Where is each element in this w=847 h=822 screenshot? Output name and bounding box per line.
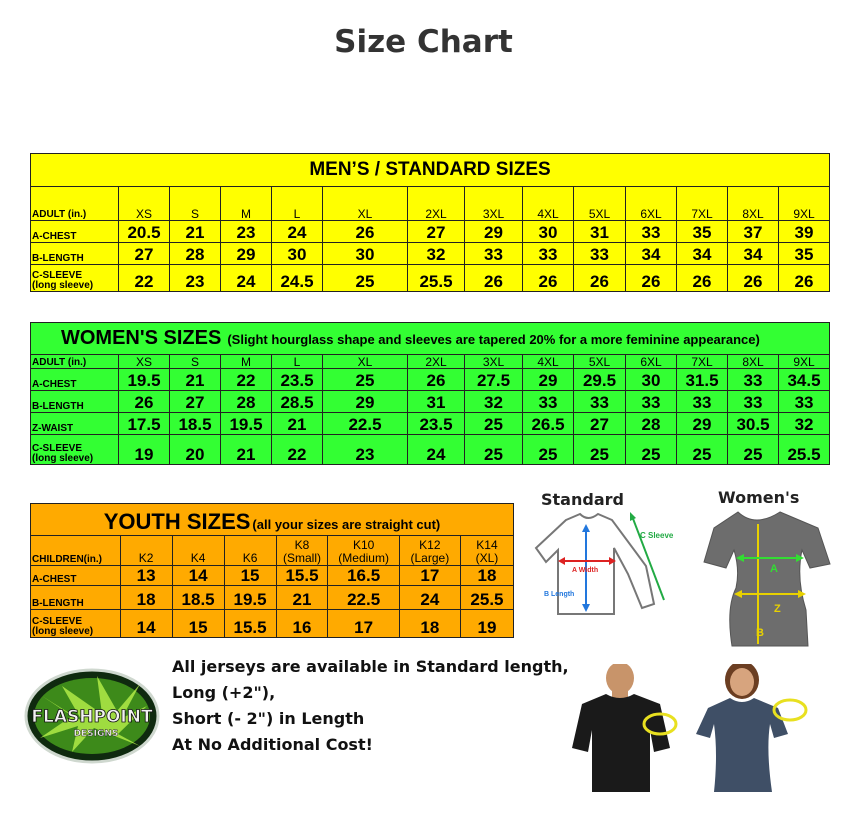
table-cell: 14 xyxy=(120,610,172,638)
table-cell: 25 xyxy=(465,413,523,435)
size-header: XL xyxy=(323,355,408,369)
table-cell: 21 xyxy=(170,221,221,243)
table-cell: 33 xyxy=(574,391,626,413)
size-header: 3XL xyxy=(465,355,523,369)
youth-table-heading: YOUTH SIZES (all your sizes are straight cut) xyxy=(31,504,514,536)
table-cell: 25 xyxy=(323,265,408,292)
size-header: M xyxy=(221,355,272,369)
table-cell: 16.5 xyxy=(328,566,399,586)
standard-shirt-icon xyxy=(528,488,698,620)
size-header: XS xyxy=(119,355,170,369)
row-label: B-LENGTH xyxy=(31,586,121,610)
size-header: 9XL xyxy=(779,187,830,221)
table-cell: 22.5 xyxy=(323,413,408,435)
womens-a-label: A xyxy=(770,563,778,575)
table-cell: 17.5 xyxy=(119,413,170,435)
size-header: XL xyxy=(323,187,408,221)
table-cell: 18.5 xyxy=(170,413,221,435)
youth-size-label: CHILDREN(in.) xyxy=(31,536,121,566)
table-cell: 23.5 xyxy=(408,413,465,435)
table-cell: 21 xyxy=(221,435,272,465)
size-header: XS xyxy=(119,187,170,221)
table-cell: 25 xyxy=(323,369,408,391)
table-cell: 29.5 xyxy=(574,369,626,391)
table-cell: 15 xyxy=(172,610,224,638)
table-cell: 25.5 xyxy=(408,265,465,292)
row-label: A-CHEST xyxy=(31,566,121,586)
logo-text-line2: DESIGNS xyxy=(73,729,119,739)
youth-table-note: (all your sizes are straight cut) xyxy=(252,517,441,532)
table-cell: 26 xyxy=(465,265,523,292)
mens-table-heading: MEN’S / STANDARD SIZES xyxy=(31,154,830,187)
table-cell: 19 xyxy=(460,610,513,638)
female-model-image xyxy=(690,664,820,792)
size-header: 5XL xyxy=(574,355,626,369)
table-cell: 21 xyxy=(170,369,221,391)
flashpoint-logo-icon xyxy=(22,666,162,766)
table-cell: 28 xyxy=(626,413,677,435)
row-label: Z-WAIST xyxy=(31,413,119,435)
size-header: S xyxy=(170,355,221,369)
table-cell: 23 xyxy=(170,265,221,292)
table-cell: 31 xyxy=(408,391,465,413)
row-label: B-LENGTH xyxy=(31,243,119,265)
womens-table-heading: WOMEN'S SIZES (Slight hourglass shape and sleeves are tapered 20% for a more feminine appearance) xyxy=(31,323,830,355)
table-cell: 30 xyxy=(626,369,677,391)
womens-table-note: (Slight hourglass shape and sleeves are tapered 20% for a more feminine appearance) xyxy=(227,332,760,347)
table-cell: 17 xyxy=(399,566,460,586)
table-cell: 18 xyxy=(399,610,460,638)
table-cell: 27 xyxy=(170,391,221,413)
table-cell: 15 xyxy=(224,566,276,586)
womens-shirt-icon xyxy=(700,488,840,648)
row-label: C-SLEEVE (long sleeve) xyxy=(31,435,119,465)
table-cell: 31 xyxy=(574,221,626,243)
table-cell: 32 xyxy=(408,243,465,265)
table-cell: 19.5 xyxy=(224,586,276,610)
table-row xyxy=(31,265,830,292)
table-row xyxy=(31,369,830,391)
table-cell: 18 xyxy=(460,566,513,586)
size-header: 8XL xyxy=(728,187,779,221)
youth-size-table xyxy=(30,503,514,638)
table-cell: 20 xyxy=(170,435,221,465)
mens-size-label: ADULT (in.) xyxy=(31,187,119,221)
length-callout xyxy=(172,654,569,758)
callout-line: Short (- 2") in Length xyxy=(172,709,365,728)
table-cell: 18.5 xyxy=(172,586,224,610)
page-title: Size Chart xyxy=(334,24,513,60)
size-header: L xyxy=(272,187,323,221)
table-cell: 33 xyxy=(574,243,626,265)
size-header: 4XL xyxy=(523,355,574,369)
table-cell: 35 xyxy=(677,221,728,243)
table-cell: 26 xyxy=(677,265,728,292)
callout-line: All jerseys are available in Standard length, xyxy=(172,657,569,676)
row-label: B-LENGTH xyxy=(31,391,119,413)
standard-shirt-diagram xyxy=(528,488,698,618)
table-cell: 29 xyxy=(323,391,408,413)
table-cell: 22 xyxy=(221,369,272,391)
callout-line: At No Additional Cost! xyxy=(172,735,373,754)
table-row xyxy=(31,435,830,465)
size-header: K10 (Medium) xyxy=(328,536,399,566)
b-length-label: B Length xyxy=(544,591,575,598)
table-cell: 32 xyxy=(779,413,830,435)
table-cell: 29 xyxy=(465,221,523,243)
logo-text-line1: FLASHPOINT xyxy=(31,707,153,727)
table-cell: 33 xyxy=(626,391,677,413)
table-cell: 30 xyxy=(272,243,323,265)
table-cell: 25.5 xyxy=(779,435,830,465)
size-header: S xyxy=(170,187,221,221)
size-header: L xyxy=(272,355,323,369)
table-cell: 25 xyxy=(574,435,626,465)
womens-z-label: Z xyxy=(774,603,781,615)
table-cell: 25.5 xyxy=(460,586,513,610)
size-header: 6XL xyxy=(626,355,677,369)
table-cell: 33 xyxy=(523,391,574,413)
table-cell: 30 xyxy=(523,221,574,243)
youth-size-row xyxy=(31,536,514,566)
table-cell: 29 xyxy=(677,413,728,435)
table-cell: 28 xyxy=(170,243,221,265)
table-cell: 23.5 xyxy=(272,369,323,391)
table-cell: 21 xyxy=(276,586,328,610)
female-model-photo xyxy=(690,664,820,792)
table-row xyxy=(31,566,514,586)
table-cell: 19 xyxy=(119,435,170,465)
male-model-photo xyxy=(562,664,682,792)
table-cell: 27.5 xyxy=(465,369,523,391)
table-cell: 33 xyxy=(728,391,779,413)
table-cell: 23 xyxy=(221,221,272,243)
table-cell: 14 xyxy=(172,566,224,586)
table-cell: 25 xyxy=(523,435,574,465)
table-cell: 33 xyxy=(465,243,523,265)
row-label: C-SLEEVE (long sleeve) xyxy=(31,265,119,292)
c-sleeve-label: C Sleeve xyxy=(640,531,674,540)
table-cell: 27 xyxy=(574,413,626,435)
table-cell: 28.5 xyxy=(272,391,323,413)
size-header: 3XL xyxy=(465,187,523,221)
table-cell: 29 xyxy=(523,369,574,391)
table-cell: 26.5 xyxy=(523,413,574,435)
table-cell: 26 xyxy=(119,391,170,413)
size-header: 2XL xyxy=(408,187,465,221)
a-width-label: A Width xyxy=(572,567,599,574)
table-cell: 15.5 xyxy=(276,566,328,586)
size-header: 5XL xyxy=(574,187,626,221)
size-header: K6 xyxy=(224,536,276,566)
table-cell: 33 xyxy=(677,391,728,413)
size-header: 7XL xyxy=(677,187,728,221)
table-cell: 22 xyxy=(272,435,323,465)
table-cell: 35 xyxy=(779,243,830,265)
size-header: K12 (Large) xyxy=(399,536,460,566)
table-cell: 19.5 xyxy=(221,413,272,435)
size-header: K14 (XL) xyxy=(460,536,513,566)
table-cell: 30.5 xyxy=(728,413,779,435)
row-label: A-CHEST xyxy=(31,369,119,391)
size-header: K8 (Small) xyxy=(276,536,328,566)
table-row xyxy=(31,243,830,265)
table-cell: 21 xyxy=(272,413,323,435)
table-cell: 24 xyxy=(399,586,460,610)
table-cell: 26 xyxy=(574,265,626,292)
table-cell: 25 xyxy=(728,435,779,465)
size-header: 4XL xyxy=(523,187,574,221)
womens-size-row xyxy=(31,355,830,369)
table-cell: 26 xyxy=(626,265,677,292)
table-cell: 29 xyxy=(221,243,272,265)
size-header: K4 xyxy=(172,536,224,566)
table-row xyxy=(31,586,514,610)
table-cell: 24.5 xyxy=(272,265,323,292)
table-row xyxy=(31,610,514,638)
table-cell: 26 xyxy=(728,265,779,292)
table-cell: 19.5 xyxy=(119,369,170,391)
table-cell: 24 xyxy=(221,265,272,292)
table-cell: 34.5 xyxy=(779,369,830,391)
table-cell: 26 xyxy=(523,265,574,292)
table-cell: 22.5 xyxy=(328,586,399,610)
womens-size-table xyxy=(30,322,830,465)
mens-size-row xyxy=(31,187,830,221)
table-cell: 26 xyxy=(408,369,465,391)
row-label: C-SLEEVE (long sleeve) xyxy=(31,610,121,638)
table-cell: 26 xyxy=(779,265,830,292)
table-cell: 26 xyxy=(323,221,408,243)
table-cell: 27 xyxy=(408,221,465,243)
table-cell: 24 xyxy=(272,221,323,243)
womens-label: Women's xyxy=(718,488,800,507)
size-header: 2XL xyxy=(408,355,465,369)
standard-label: Standard xyxy=(541,490,624,509)
table-row xyxy=(31,221,830,243)
table-cell: 16 xyxy=(276,610,328,638)
table-cell: 20.5 xyxy=(119,221,170,243)
womens-size-label: ADULT (in.) xyxy=(31,355,119,369)
table-row xyxy=(31,413,830,435)
size-header: M xyxy=(221,187,272,221)
callout-line: Long (+2"), xyxy=(172,683,276,702)
table-cell: 18 xyxy=(120,586,172,610)
table-cell: 34 xyxy=(626,243,677,265)
womens-b-label: B xyxy=(756,627,764,639)
table-cell: 33 xyxy=(779,391,830,413)
table-cell: 25 xyxy=(626,435,677,465)
table-cell: 32 xyxy=(465,391,523,413)
table-cell: 17 xyxy=(328,610,399,638)
size-header: 9XL xyxy=(779,355,830,369)
table-cell: 27 xyxy=(119,243,170,265)
size-header: 8XL xyxy=(728,355,779,369)
table-cell: 15.5 xyxy=(224,610,276,638)
table-cell: 37 xyxy=(728,221,779,243)
table-cell: 25 xyxy=(677,435,728,465)
table-cell: 39 xyxy=(779,221,830,243)
womens-shirt-diagram xyxy=(700,488,840,648)
table-cell: 33 xyxy=(523,243,574,265)
table-cell: 13 xyxy=(120,566,172,586)
row-label: A-CHEST xyxy=(31,221,119,243)
size-header: K2 xyxy=(120,536,172,566)
male-model-image xyxy=(562,664,682,792)
table-cell: 33 xyxy=(728,369,779,391)
table-cell: 25 xyxy=(465,435,523,465)
table-cell: 23 xyxy=(323,435,408,465)
table-cell: 30 xyxy=(323,243,408,265)
flashpoint-logo xyxy=(22,666,162,766)
table-cell: 31.5 xyxy=(677,369,728,391)
table-cell: 33 xyxy=(626,221,677,243)
mens-size-table xyxy=(30,153,830,292)
table-cell: 34 xyxy=(728,243,779,265)
size-header: 7XL xyxy=(677,355,728,369)
table-cell: 28 xyxy=(221,391,272,413)
table-cell: 34 xyxy=(677,243,728,265)
table-cell: 22 xyxy=(119,265,170,292)
size-header: 6XL xyxy=(626,187,677,221)
table-cell: 24 xyxy=(408,435,465,465)
table-row xyxy=(31,391,830,413)
